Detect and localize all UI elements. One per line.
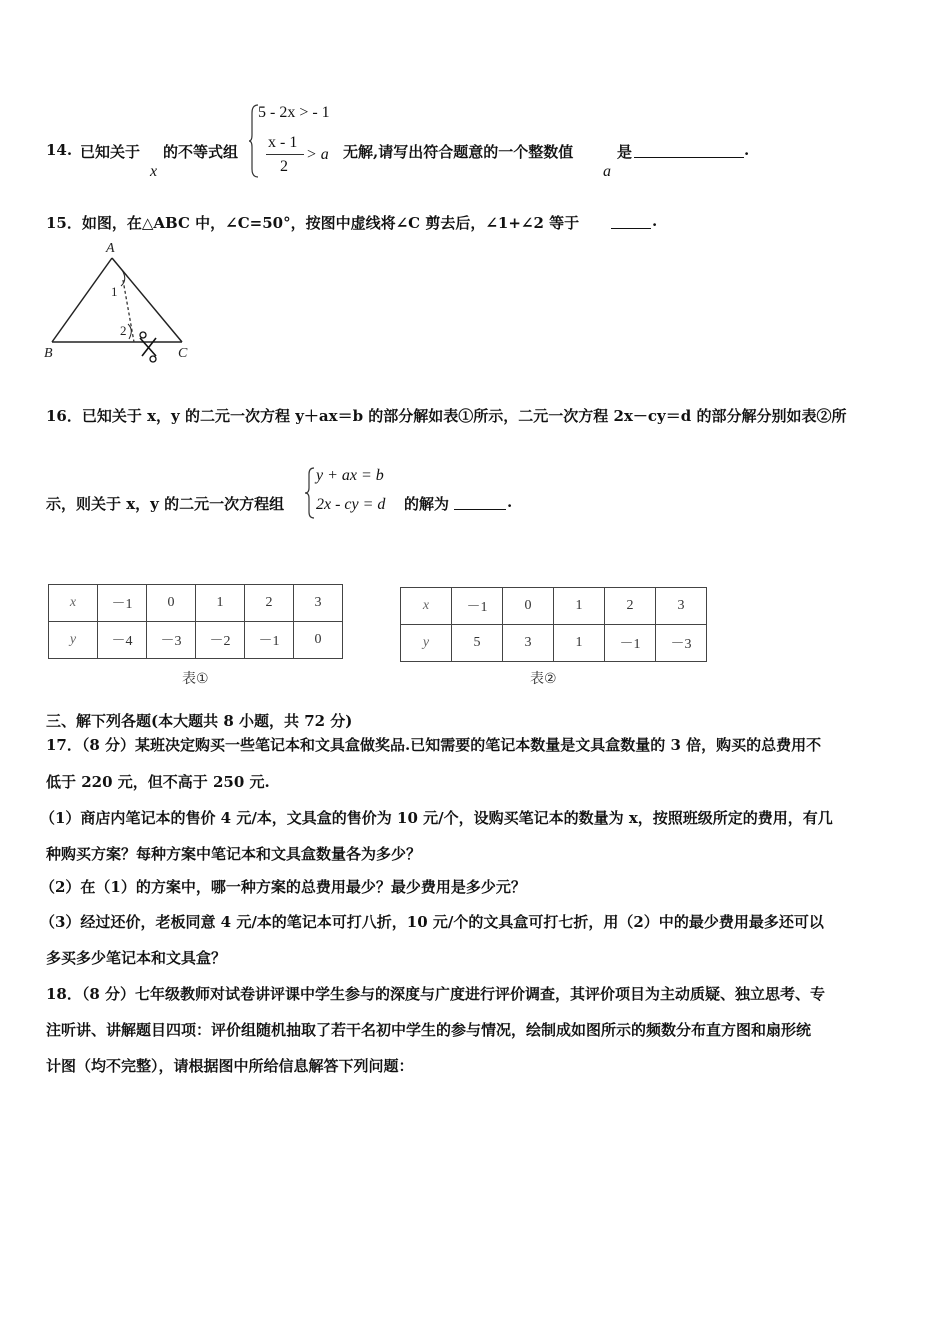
q15-text: 15．如图，在△ABC 中，∠C=50°，按图中虚线将∠C 剪去后，∠1+∠2 等于 xyxy=(46,214,580,232)
q17-line-5: （2）在（1）的方案中，哪一种方案的总费用最少？最少费用是多少元？ xyxy=(40,878,526,896)
table-row xyxy=(49,622,343,659)
table-cell: y xyxy=(49,622,98,659)
table-cell: －2 xyxy=(196,622,245,659)
q14-fraction-denominator: 2 xyxy=(280,158,288,175)
q14-middle: 的不等式组 xyxy=(163,143,239,161)
q17-line-7: 多买多少笔记本和文具盒？ xyxy=(46,949,227,967)
q14-answer-blank[interactable] xyxy=(634,140,744,158)
table-cell: －1 xyxy=(98,585,147,622)
q14-period: . xyxy=(744,141,750,159)
q14-fraction-bar xyxy=(266,154,304,155)
q14-prefix: 已知关于 xyxy=(80,143,141,161)
table-row xyxy=(49,585,343,622)
table-cell: x xyxy=(49,585,98,622)
table-cell: 0 xyxy=(503,588,554,625)
q14-var-x: x xyxy=(150,163,158,180)
q17-line-2: 低于 220 元，但不高于 250 元. xyxy=(46,773,270,791)
table-cell: 5 xyxy=(452,625,503,662)
table-cell: －1 xyxy=(452,588,503,625)
table-cell: 3 xyxy=(294,585,343,622)
vertex-c-label: C xyxy=(178,346,188,361)
q14-inequality-1: 5 - 2x > - 1 xyxy=(258,104,330,121)
table-cell: 1 xyxy=(554,588,605,625)
q15-triangle-figure xyxy=(40,238,200,368)
table-row xyxy=(401,625,707,662)
q16-brace-icon xyxy=(304,466,316,520)
table-cell: 3 xyxy=(503,625,554,662)
q14-postfix: 无解,请写出符合题意的一个整数值 xyxy=(343,143,574,161)
q16-equation-1: y + ax = b xyxy=(316,467,384,484)
q14-fraction-numerator: x - 1 xyxy=(268,134,298,151)
angle-2-label: 2 xyxy=(120,323,127,338)
table-cell: 1 xyxy=(554,625,605,662)
q16-line-2-postfix: 的解为 xyxy=(404,495,450,513)
table-cell: 0 xyxy=(147,585,196,622)
table-cell: 1 xyxy=(196,585,245,622)
q16-equation-2: 2x - cy = d xyxy=(316,496,386,513)
table-1-caption: 表① xyxy=(182,671,209,687)
q14-end: 是 xyxy=(617,143,633,161)
table-2 xyxy=(400,587,707,662)
vertex-a-label: A xyxy=(106,241,115,256)
table-cell: y xyxy=(401,625,452,662)
scissors-icon xyxy=(140,332,156,362)
q16-answer-blank[interactable] xyxy=(454,492,506,510)
q16-line-1: 16．已知关于 x，y 的二元一次方程 y＋ax＝b 的部分解如表①所示，二元一次方程 2x－cy＝d 的部分解分别如表②所 xyxy=(46,407,847,425)
q17-line-6: （3）经过还价，老板同意 4 元/本的笔记本可打八折，10 元/个的文具盒可打七折，用（2）中的最少费用最多还可以 xyxy=(40,913,824,931)
table-cell: －1 xyxy=(245,622,294,659)
table-cell: 2 xyxy=(245,585,294,622)
q17-line-3: （1）商店内笔记本的售价 4 元/本，文具盒的售价为 10 元/个，设购买笔记本的数量为 x，按照班级所定的费用，有几 xyxy=(40,809,833,827)
q14-inequality-2-tail: > a xyxy=(306,146,329,163)
q18-line-3: 计图（均不完整），请根据图中所给信息解答下列问题： xyxy=(46,1057,414,1075)
side-ab xyxy=(52,258,112,342)
q16-line-2-prefix: 示，则关于 x，y 的二元一次方程组 xyxy=(46,495,285,513)
table-cell: 0 xyxy=(294,622,343,659)
vertex-b-label: B xyxy=(44,346,53,361)
q16-period: . xyxy=(507,493,513,511)
table-2-caption: 表② xyxy=(530,671,557,687)
q15-period: . xyxy=(652,212,658,230)
q14-var-a: a xyxy=(603,163,611,180)
q18-line-2: 注听讲、讲解题目四项：评价组随机抽取了若干名初中学生的参与情况，绘制成如图所示的频数分布直方图和扇形统 xyxy=(46,1021,812,1039)
table-cell: 3 xyxy=(656,588,707,625)
section-3-title: 三、解下列各题(本大题共 8 小题，共 72 分) xyxy=(46,712,353,730)
q18-line-1: 18．（8 分）七年级教师对试卷讲评课中学生参与的深度与广度进行评价调查，其评价项目为主动质疑、独立思考、专 xyxy=(46,985,826,1003)
q17-line-1: 17．（8 分）某班决定购买一些笔记本和文具盒做奖品.已知需要的笔记本数量是文具盒数量的 3 倍，购买的总费用不 xyxy=(46,736,822,754)
table-cell: －3 xyxy=(147,622,196,659)
q14-number: 14. xyxy=(46,141,73,159)
q15-answer-blank[interactable] xyxy=(611,211,651,229)
table-cell: x xyxy=(401,588,452,625)
q17-line-4: 种购买方案？每种方案中笔记本和文具盒数量各为多少？ xyxy=(46,845,422,863)
angle-1-label: 1 xyxy=(111,284,118,299)
table-1 xyxy=(48,584,343,659)
table-cell: －4 xyxy=(98,622,147,659)
table-row xyxy=(401,588,707,625)
table-cell: 2 xyxy=(605,588,656,625)
table-cell: －1 xyxy=(605,625,656,662)
table-cell: －3 xyxy=(656,625,707,662)
